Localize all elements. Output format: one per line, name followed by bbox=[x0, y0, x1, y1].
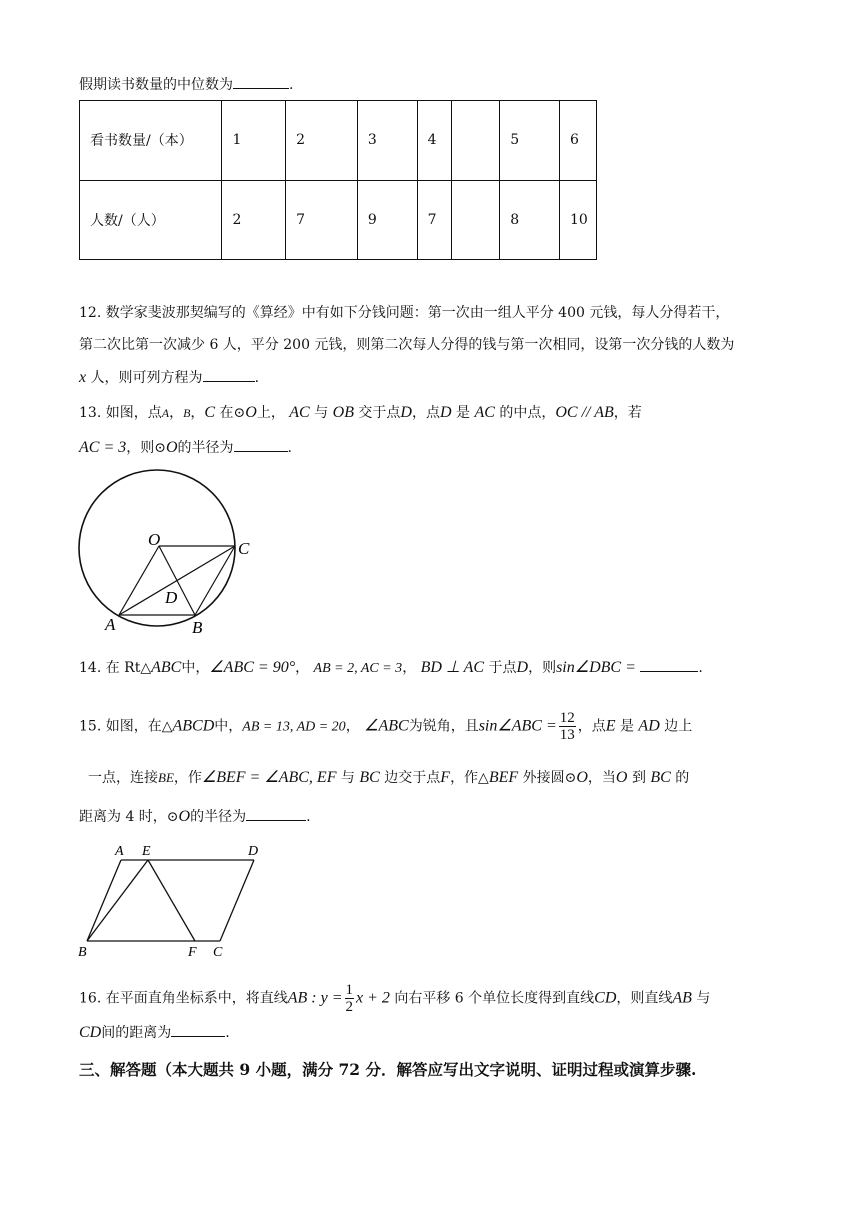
answer-blank bbox=[171, 1022, 225, 1037]
period: . bbox=[287, 440, 292, 456]
table-row bbox=[80, 180, 597, 260]
q14-text: 中， bbox=[181, 660, 210, 676]
period: . bbox=[306, 809, 311, 825]
table-cell bbox=[452, 180, 500, 260]
numerator: 12 bbox=[559, 710, 575, 726]
denominator: 2 bbox=[345, 999, 353, 1015]
segment-label: BC bbox=[359, 769, 380, 786]
label-B: B bbox=[78, 945, 87, 960]
q16-text: 间的距离为 bbox=[101, 1025, 172, 1041]
q15-line-3 bbox=[79, 806, 311, 827]
q16-line-1 bbox=[79, 982, 710, 1015]
q13-text: 在⊙ bbox=[219, 405, 246, 421]
label-O: O bbox=[148, 530, 161, 549]
q13-text: 上， bbox=[256, 405, 285, 421]
point-label: O bbox=[615, 769, 628, 786]
q15-text: 距离为 4 时，⊙ bbox=[79, 809, 179, 825]
table-row bbox=[80, 101, 597, 181]
point-label: F bbox=[440, 769, 451, 786]
variable-x: x bbox=[79, 369, 87, 386]
q15-text: 的 bbox=[675, 770, 690, 786]
line-label: AB bbox=[672, 989, 692, 1007]
point-label: D bbox=[439, 404, 452, 421]
table-cell: 看书数量/（本） bbox=[80, 101, 222, 181]
point-label: O bbox=[245, 404, 257, 421]
q15-text: 为锐角，且 bbox=[408, 718, 479, 735]
q15-text: ，作 bbox=[173, 770, 202, 786]
label-F: F bbox=[188, 945, 197, 960]
line-label: CD bbox=[594, 989, 617, 1007]
colon: : bbox=[307, 989, 321, 1007]
sin-expression: sin∠ABC = bbox=[478, 717, 557, 735]
fraction-1-2 bbox=[345, 982, 355, 1015]
answer-blank bbox=[640, 657, 698, 672]
table-cell: 3 bbox=[357, 101, 417, 181]
q14-text: 14. 在 Rt△ bbox=[79, 660, 152, 676]
point-label: C bbox=[204, 404, 216, 421]
q11-text: 假期读书数量的中位数为 bbox=[79, 77, 233, 93]
segment-label: AC bbox=[474, 404, 495, 421]
q12-line-2: 第二次比第一次减少 6 人，平分 200 元钱，则第二次每人分得的钱与第一次相同，设第一次分钱的人数为 bbox=[79, 337, 735, 353]
segment-label: BE bbox=[158, 770, 174, 785]
q14-text: ，则 bbox=[528, 660, 557, 676]
label-D: D bbox=[248, 844, 259, 859]
table-cell: 4 bbox=[417, 101, 452, 181]
q16-line-2 bbox=[79, 1022, 230, 1043]
q15-text: 的半径为 bbox=[190, 809, 247, 825]
point-label: D bbox=[516, 659, 529, 676]
segment-label: OB bbox=[332, 404, 354, 421]
table-cell bbox=[452, 101, 500, 181]
label-A: A bbox=[115, 844, 124, 859]
q16-text: ，则直线 bbox=[616, 990, 673, 1007]
parallel-expression: OC // AB bbox=[555, 404, 614, 421]
table-cell: 7 bbox=[286, 180, 358, 260]
triangle-label: BEF bbox=[488, 769, 519, 786]
point-label: O bbox=[165, 439, 178, 456]
line-label: CD bbox=[79, 1024, 102, 1041]
q13-text: 交于点 bbox=[358, 405, 401, 421]
q14-text: 于点 bbox=[488, 660, 517, 676]
q13-text: 的中点， bbox=[499, 405, 556, 421]
side-expression: AB = 13, AD = 20 bbox=[242, 719, 346, 735]
perp-expression: BD ⊥ AC bbox=[420, 659, 485, 676]
q15-text: ，作△ bbox=[450, 770, 489, 786]
answer-blank bbox=[233, 74, 289, 89]
q14-line: 14. 在 Rt△ABC中，∠ABC = 90°， AB = 2, AC = 3， BD ⊥ AC 于点D，则sin∠DBC = . bbox=[79, 659, 703, 676]
period: . bbox=[225, 1025, 230, 1041]
numerator: 1 bbox=[345, 982, 353, 998]
equation-lhs: y = bbox=[320, 989, 343, 1007]
q13-text: 与 bbox=[314, 405, 329, 421]
table-cell: 2 bbox=[222, 180, 286, 260]
q13-text: 是 bbox=[456, 405, 470, 421]
table-cell: 7 bbox=[417, 180, 452, 260]
q11-line bbox=[79, 74, 293, 95]
angle-expression: ∠ABC bbox=[364, 717, 409, 735]
q15-text: 外接圆⊙ bbox=[522, 770, 577, 786]
q16-text: 16. 在平面直角坐标系中，将直线 bbox=[79, 990, 288, 1007]
q13-text: ，若 bbox=[613, 405, 642, 421]
point-label: O bbox=[576, 769, 588, 786]
section-heading: 三、解答题（本大题共 9 小题，满分 72 分．解答应写出文字说明、证明过程或演算步骤. bbox=[79, 1060, 697, 1079]
denominator: 13 bbox=[559, 727, 575, 743]
point-label: A bbox=[161, 406, 170, 420]
label-E: E bbox=[142, 844, 151, 859]
q15-text: 与 bbox=[340, 770, 355, 786]
q15-text: 边上 bbox=[664, 718, 693, 735]
answer-blank bbox=[234, 437, 288, 452]
parallelogram-figure bbox=[70, 840, 290, 965]
table-cell: 人数/（人） bbox=[80, 180, 222, 260]
q12-line-3 bbox=[79, 367, 259, 388]
period: . bbox=[289, 77, 294, 93]
sin-expression: sin∠DBC = bbox=[556, 659, 636, 676]
answer-blank bbox=[246, 806, 306, 821]
triangle-label: ABC bbox=[151, 659, 182, 676]
q15-text: 边交于点 bbox=[384, 770, 441, 786]
answer-blank bbox=[203, 367, 255, 382]
table-cell: 9 bbox=[357, 180, 417, 260]
q16-text: 与 bbox=[696, 990, 711, 1007]
label-D: D bbox=[165, 588, 178, 607]
period: . bbox=[254, 370, 260, 386]
circle-figure bbox=[70, 465, 270, 640]
table-cell: 1 bbox=[222, 101, 286, 181]
period: . bbox=[698, 660, 703, 676]
label-A: A bbox=[105, 615, 116, 634]
table-cell: 5 bbox=[500, 101, 560, 181]
q15-text: 到 bbox=[631, 770, 646, 786]
point-label: D bbox=[400, 404, 412, 421]
angle-expression: ∠BEF = ∠ABC, EF bbox=[201, 769, 337, 786]
table-cell: 10 bbox=[560, 180, 597, 260]
table-cell: 6 bbox=[560, 101, 597, 181]
q13-text: 13. 如图，点 bbox=[79, 405, 162, 421]
q15-text: 是 bbox=[619, 718, 634, 735]
label-B: B bbox=[192, 618, 203, 637]
q15-text: 一点，连接 bbox=[88, 770, 158, 786]
reading-table bbox=[79, 100, 597, 260]
label-C: C bbox=[213, 945, 223, 960]
q12-line-1: 12. 数学家斐波那契编写的《算经》中有如下分钱问题：第一次由一组人平分 400 元钱，每人分得若干， bbox=[79, 305, 730, 321]
line-label: AB bbox=[287, 989, 308, 1007]
q13-text: ，则⊙ bbox=[126, 440, 166, 456]
quad-label: ABCD bbox=[172, 717, 215, 735]
table-cell: 8 bbox=[500, 180, 560, 260]
fraction-12-13 bbox=[559, 710, 576, 743]
side-expression: AB = 2, AC = 3 bbox=[313, 661, 403, 676]
point-label: O bbox=[178, 808, 191, 825]
segment-label: AC bbox=[289, 404, 310, 421]
angle-expression: ∠ABC = 90° bbox=[209, 659, 296, 676]
q13-line-2 bbox=[79, 437, 292, 458]
q15-text: 中， bbox=[214, 718, 243, 735]
segment-label: AD bbox=[638, 717, 660, 735]
q13-line-1: 13. 如图，点A，B，C 在⊙O上， AC 与 OB 交于点D，点D 是 AC 的中点，OC // AB，若 bbox=[79, 404, 642, 421]
equation: AC = 3 bbox=[79, 439, 127, 456]
q12-text: 人，则可列方程为 bbox=[86, 370, 203, 386]
segment-label: BC bbox=[650, 769, 671, 786]
q16-text: 向右平移 6 个单位长度得到直线 bbox=[394, 990, 595, 1007]
q15-text: ，当 bbox=[587, 770, 616, 786]
q15-text: ，点 bbox=[577, 718, 606, 735]
label-C: C bbox=[238, 539, 250, 558]
table-cell: 2 bbox=[286, 101, 358, 181]
point-label: B bbox=[183, 406, 191, 420]
q13-text: 的半径为 bbox=[177, 440, 234, 456]
equation-rhs: x + 2 bbox=[356, 989, 390, 1007]
q15-line-2 bbox=[88, 768, 689, 788]
q15-line-1: 15. 如图，在△ABCD中，AB = 13, AD = 20， ∠ABC为锐角，且sin∠ABC = $\frac{12}{13}$ ，点E 是 AD 边上 bbox=[79, 710, 693, 743]
q15-text: 15. 如图，在△ bbox=[79, 718, 173, 735]
point-label: E bbox=[605, 717, 616, 735]
